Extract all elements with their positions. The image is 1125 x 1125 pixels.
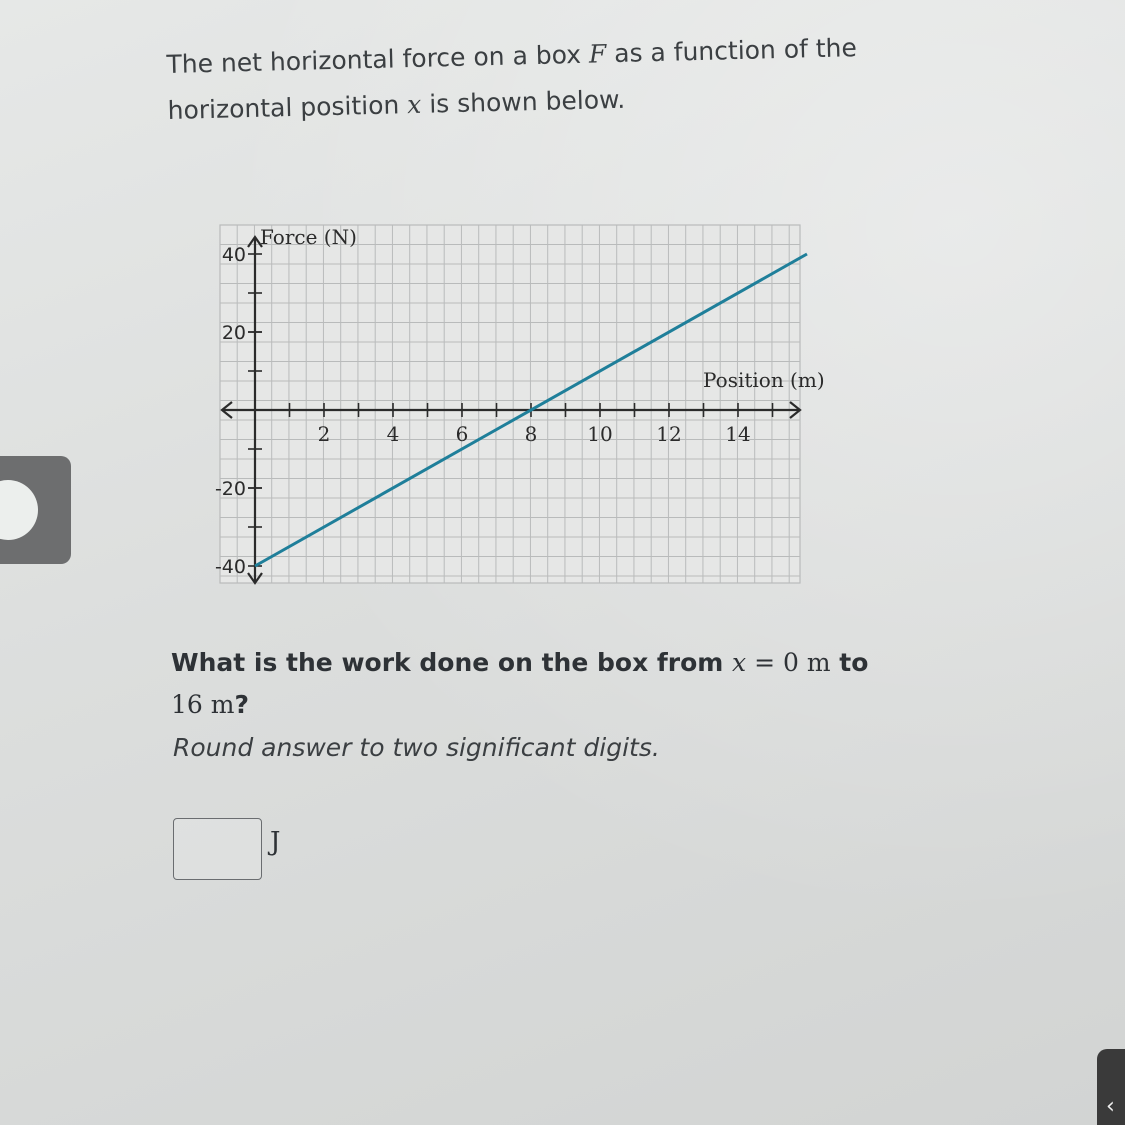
y-tick-label: -40: [214, 556, 246, 578]
prompt-question-mark: ?: [234, 690, 249, 719]
answer-unit: J: [270, 827, 281, 857]
x-tick-label: 8: [524, 422, 538, 446]
intro-text-4: is shown below.: [420, 84, 626, 119]
x-tick-label: 2: [317, 422, 331, 446]
x-tick-label: 12: [656, 422, 682, 446]
x-tick-label: 10: [587, 422, 613, 446]
var-f: F: [588, 39, 607, 69]
var-x: x: [406, 89, 422, 120]
y-tick-label: -20: [214, 478, 246, 500]
question-intro: [166, 23, 928, 134]
y-tick-label: 40: [221, 244, 246, 266]
prompt-var-x: x: [732, 648, 747, 677]
y-axis-label: Force (N): [260, 225, 357, 249]
prompt-text-1: What is the work done on the box from: [171, 648, 733, 677]
grid: [220, 225, 800, 583]
chevron-left-icon: ‹: [1106, 1094, 1115, 1119]
question-prompt: [171, 642, 931, 726]
circle-tab-icon: [0, 480, 38, 540]
force-position-chart: [200, 215, 850, 610]
intro-text-2: as a function of the: [605, 33, 858, 69]
x-tick-label: 6: [455, 422, 469, 446]
intro-text-1: The net horizontal force on a box: [166, 39, 590, 79]
x-tick-label: 4: [386, 422, 400, 446]
answer-input[interactable]: [173, 818, 262, 880]
side-panel-tab[interactable]: [0, 456, 71, 564]
x-tick-label: 14: [725, 422, 751, 446]
plot-background: [220, 225, 800, 583]
prompt-eq: = 0 m: [746, 648, 831, 677]
y-tick-label: 20: [221, 322, 246, 344]
prompt-end-value: 16 m: [171, 690, 235, 719]
corner-panel[interactable]: [1097, 1049, 1125, 1125]
x-axis-label: Position (m): [703, 368, 825, 392]
intro-text-3: horizontal position: [167, 90, 408, 125]
prompt-text-2: to: [830, 648, 869, 677]
rounding-instruction: Round answer to two significant digits.: [173, 733, 660, 762]
